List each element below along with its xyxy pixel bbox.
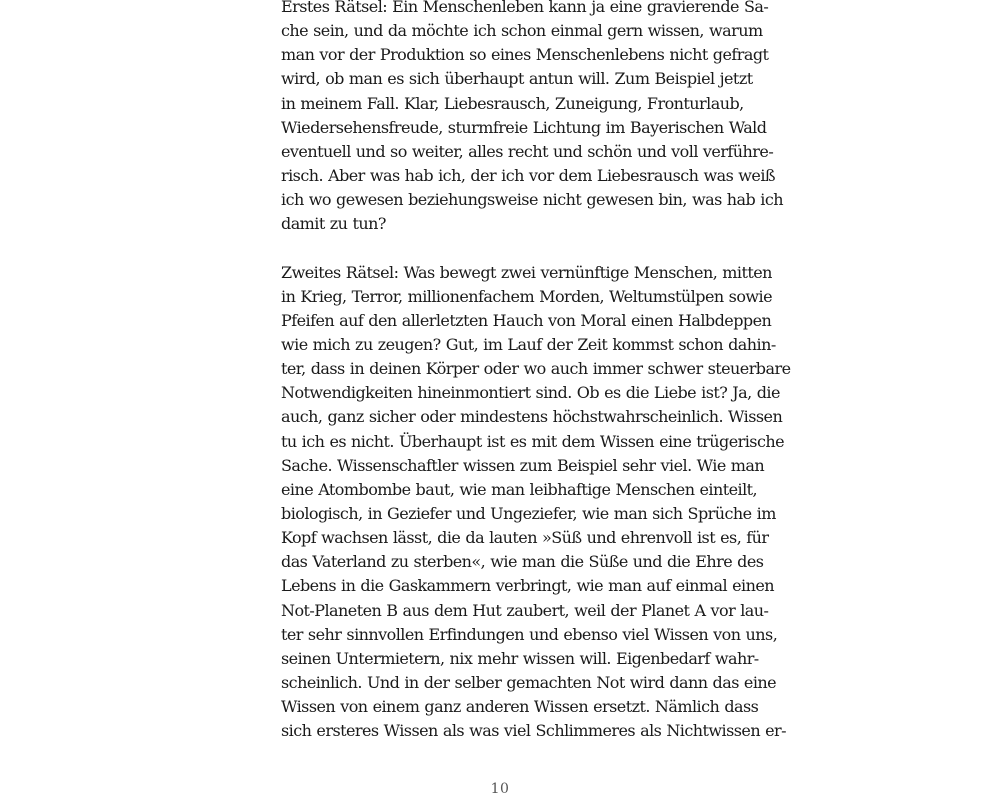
text-column xyxy=(281,0,791,743)
text-line: auch, ganz sicher oder mindestens höchstwahrscheinlich. Wissen xyxy=(281,407,783,427)
text-line: scheinlich. Und in der selber gemachten Not wird dann das eine xyxy=(281,672,777,692)
text-line: tu ich es nicht. Überhaupt ist es mit dem Wissen eine trügerische xyxy=(281,431,785,451)
text-line: Not-Planeten B aus dem Hut zaubert, weil der Planet A vor lau- xyxy=(281,600,769,620)
text-line: damit zu tun? xyxy=(281,214,386,234)
text-line: Pfeifen auf den allerletzten Hauch von Moral einen Halbdeppen xyxy=(281,310,772,330)
paragraph-gap xyxy=(281,236,720,260)
paragraph-lead: Zweites Rätsel: xyxy=(281,262,399,282)
text-line: seinen Untermietern, nix mehr wissen will. Eigenbedarf wahr- xyxy=(281,648,759,668)
text-line: Wissen von einem ganz anderen Wissen ersetzt. Nämlich dass xyxy=(281,697,759,717)
text-line: biologisch, in Geziefer und Ungeziefer, wie man sich Sprüche im xyxy=(281,503,776,523)
text-line: das Vaterland zu sterben«, wie man die Süße und die Ehre des xyxy=(281,552,764,572)
paragraph-lead: Erstes Rätsel: xyxy=(281,0,388,16)
text-line: Zweites Rätsel: Was bewegt zwei vernünftige Menschen, mitten xyxy=(281,262,772,282)
text-line: man vor der Produktion so eines Menschenlebens nicht gefragt xyxy=(281,45,769,65)
text-line: Erstes Rätsel: Ein Menschenleben kann ja eine gravierende Sa- xyxy=(281,0,720,19)
paragraph-erstes-raetsel xyxy=(281,0,783,236)
text-line: wird, ob man es sich überhaupt antun will. Zum Beispiel jetzt xyxy=(281,69,753,89)
text-line: Wiedersehensfreude, sturmfreie Lichtung im Bayerischen Wald xyxy=(281,117,767,137)
text-line: ich wo gewesen beziehungsweise nicht gewesen bin, was hab ich xyxy=(281,190,783,210)
page-number: 10 xyxy=(490,781,510,797)
text-line: eventuell und so weiter, alles recht und schön und voll verführe- xyxy=(281,141,774,161)
text-line: ter, dass in deinen Körper oder wo auch immer schwer steuerbare xyxy=(281,359,791,379)
text-line: ter sehr sinnvollen Erfindungen und ebenso viel Wissen von uns, xyxy=(281,624,778,644)
text-line: eine Atombombe baut, wie man leibhaftige Menschen einteilt, xyxy=(281,479,758,499)
text-line: Notwendigkeiten hineinmontiert sind. Ob es die Liebe ist? Ja, die xyxy=(281,383,780,403)
text-line: sich ersteres Wissen als was viel Schlimmeres als Nichtwissen er- xyxy=(281,721,787,741)
text-line: in Krieg, Terror, millionenfachem Morden, Weltumstülpen sowie xyxy=(281,286,773,306)
text-line: in meinem Fall. Klar, Liebesrausch, Zuneigung, Fronturlaub, xyxy=(281,93,744,113)
text-line: risch. Aber was hab ich, der ich vor dem Liebesrausch was weiß xyxy=(281,165,776,185)
text-line: wie mich zu zeugen? Gut, im Lauf der Zeit kommst schon dahin- xyxy=(281,334,776,354)
text-line: Sache. Wissenschaftler wissen zum Beispiel sehr viel. Wie man xyxy=(281,455,765,475)
text-line: che sein, und da möchte ich schon einmal gern wissen, warum xyxy=(281,21,763,41)
text-line: Lebens in die Gaskammern verbringt, wie man auf einmal einen xyxy=(281,576,775,596)
paragraph-zweites-raetsel xyxy=(281,261,791,744)
text-line: Kopf wachsen lässt, die da lauten »Süß und ehrenvoll ist es, für xyxy=(281,528,769,548)
